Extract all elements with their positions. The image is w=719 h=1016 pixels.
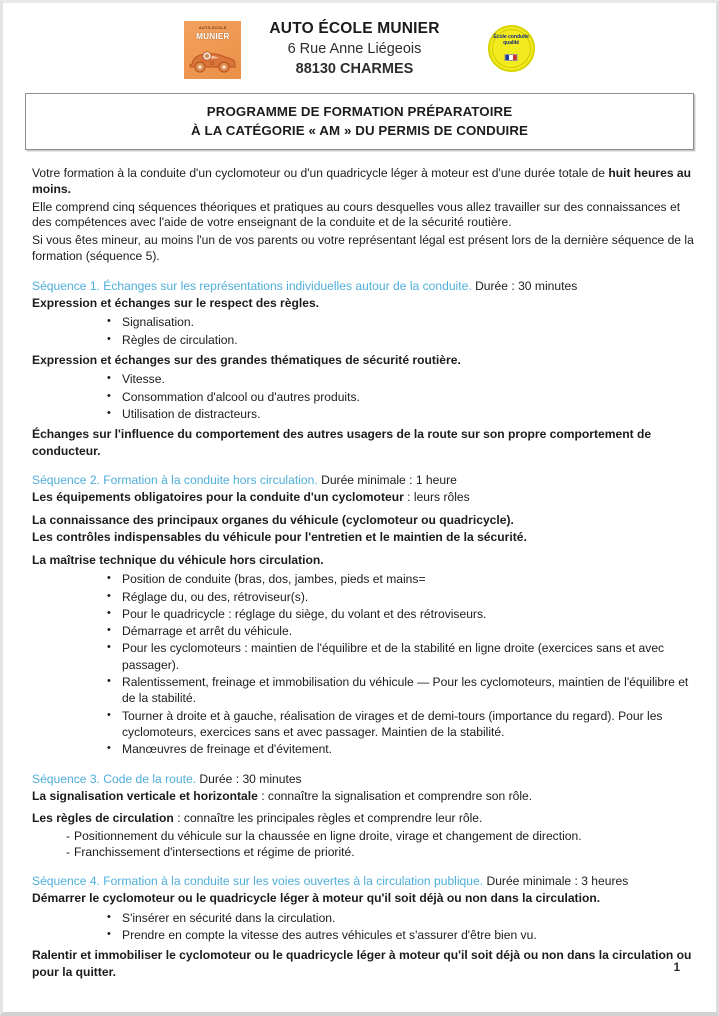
sequence-4-closing: Ralentir et immobiliser le cyclomoteur ou le quadricycle léger à moteur qu'il soit déjà ou non dans la circulation ou pour la quitter.: [32, 948, 692, 979]
sequence-2-line-1-normal: : leurs rôles: [403, 490, 470, 505]
list-item: • Démarrage et arrêt du véhicule.: [32, 623, 694, 639]
sequence-3-line-1-bold: La signalisation verticale et horizontale: [32, 788, 258, 803]
sequence-2-line-2: La connaissance des principaux organes du véhicule (cyclomoteur ou quadricycle).: [32, 512, 514, 527]
sequence-4-title: Séquence 4. Formation à la conduite sur les voies ouvertes à la circulation publique.: [32, 874, 484, 889]
sequence-1-bullet-list-1: [32, 314, 694, 348]
sequence-1-heading: [32, 278, 694, 294]
sequence-3-line-2: [32, 810, 694, 827]
sequence-2-bullet-list: [32, 571, 694, 757]
label-qualite-badge: [488, 25, 535, 72]
sequence-3-line-2-normal: : connaître les principales règles et comprendre leur rôle.: [173, 811, 483, 826]
title-line-1: PROGRAMME DE FORMATION PRÉPARATOIRE: [206, 104, 513, 119]
intro-paragraph-1: [32, 166, 694, 198]
intro-paragraph-3: Si vous êtes mineur, au moins l'un de vos parents ou votre représentant légal est présent lors de la dernière séquence de la formation (séquence 5).: [32, 233, 694, 263]
sequence-2-line-3: Les contrôles indispensables du véhicule pour l'entretien et le maintien de la sécurité.: [32, 530, 527, 545]
french-flag-icon: [505, 54, 518, 61]
school-address: 6 Rue Anne Liégeois: [287, 41, 422, 57]
list-item: • Tourner à droite et à gauche, réalisation de virages et de demi-tours (importance du regard). Pour les cyclomoteurs, exercices sans et avec passager. Maintien de la stabilité.: [32, 708, 694, 741]
sequence-3-heading: [32, 771, 694, 787]
sequence-2-heading: [32, 472, 694, 488]
document-header: [3, 3, 716, 85]
intro-p1-emphasis: huit heures au moins.: [32, 166, 692, 196]
list-item: • Utilisation de distracteurs.: [32, 406, 694, 422]
list-item: - Positionnement du véhicule sur la chaussée en ligne droite, virage et changement de direction.: [32, 828, 694, 844]
list-item: • Prendre en compte la vitesse des autres véhicules et s'assurer d'être bien vu.: [32, 927, 694, 943]
list-item: • Signalisation.: [32, 314, 694, 330]
sequence-2-line-1-bold: Les équipements obligatoires pour la conduite d'un cyclomoteur: [32, 490, 404, 505]
title-line-2: À LA CATÉGORIE « AM » DU PERMIS DE CONDUIRE: [191, 123, 528, 138]
sequence-3-line-1-normal: : connaître la signalisation et comprendre son rôle.: [257, 788, 533, 803]
list-item: • Pour le quadricycle : réglage du siège, du volant et des rétroviseurs.: [32, 606, 694, 622]
list-item: • Position de conduite (bras, dos, jambes, pieds et mains=: [32, 571, 694, 587]
list-item: • Réglage du, ou des, rétroviseur(s).: [32, 589, 694, 605]
document-body: [3, 166, 716, 980]
sequence-1-closing: Échanges sur l'influence du comportement des autres usagers de la route sur son propre comportement de conducteur.: [32, 427, 652, 458]
sequence-2-line-4: La maîtrise technique du véhicule hors circulation.: [32, 552, 324, 567]
sequence-1-subheading-2: Expression et échanges sur des grandes thématiques de sécurité routière.: [32, 352, 461, 367]
list-item: • Pour les cyclomoteurs : maintien de l'équilibre et de la stabilité en ligne droite (exercices sans et avec passager).: [32, 640, 694, 673]
school-header-text: [269, 17, 439, 79]
list-item: • Manœuvres de freinage et d'évitement.: [32, 741, 694, 757]
sequence-2-title: Séquence 2. Formation à la conduite hors circulation.: [32, 473, 318, 488]
auto-ecole-munier-logo: [184, 21, 241, 79]
list-item: • S'insérer en sécurité dans la circulation.: [32, 910, 694, 926]
sequence-4-heading: [32, 873, 694, 889]
page-content-area: [3, 3, 716, 1012]
intro-p1-text: Votre formation à la conduite d'un cyclomoteur ou d'un quadricycle léger à moteur est d'une durée totale de: [32, 166, 609, 180]
list-item: • Consommation d'alcool ou d'autres produits.: [32, 389, 694, 405]
badge-label: École conduite qualité: [493, 34, 529, 46]
sequence-3-dash-list: [32, 828, 694, 861]
school-name: AUTO ÉCOLE MUNIER: [269, 20, 440, 37]
logo-name-text: MUNIER: [196, 32, 230, 41]
document-title-box: [25, 93, 694, 150]
page-number: 1: [673, 962, 680, 974]
sequence-1-bullet-list-2: [32, 371, 694, 422]
sequence-2-duration: Durée minimale : 1 heure: [317, 473, 457, 488]
list-item: • Ralentissement, freinage et immobilisation du véhicule — Pour les cyclomoteurs, maintien de l'équilibre et de la stabilité.: [32, 674, 694, 707]
sequence-3-line-2-bold: Les règles de circulation: [32, 811, 174, 826]
sequence-1-duration: Durée : 30 minutes: [471, 278, 578, 293]
list-item: • Vitesse.: [32, 371, 694, 387]
sequence-3-duration: Durée : 30 minutes: [196, 771, 302, 786]
sequence-1-subheading-1: Expression et échanges sur le respect des règles.: [32, 295, 320, 310]
sequence-4-duration: Durée minimale : 3 heures: [483, 874, 629, 889]
sequence-4-line-1: Démarrer le cyclomoteur ou le quadricycle léger à moteur qu'il soit déjà ou non dans la circulation.: [32, 891, 601, 906]
sequence-1-title: Séquence 1. Échanges sur les représentations individuelles autour de la conduite.: [32, 278, 472, 293]
sequence-3-title: Séquence 3. Code de la route.: [32, 771, 197, 786]
car-icon: [188, 46, 237, 73]
sequence-2-line-1: [32, 489, 694, 506]
school-city: 88130 CHARMES: [295, 61, 414, 77]
list-item: - Franchissement d'intersections et régime de priorité.: [32, 844, 694, 860]
sequence-4-bullet-list: [32, 910, 694, 944]
logo-top-text: AUTO-ECOLE: [199, 26, 227, 30]
intro-paragraph-2: Elle comprend cinq séquences théoriques et pratiques au cours desquelles vous allez travailler sur des connaissances et des compétences avec l'aide de votre enseignant de la conduite et de la sécurité routière.: [32, 199, 681, 230]
list-item: • Règles de circulation.: [32, 332, 694, 348]
sequence-3-line-1: [32, 788, 694, 805]
